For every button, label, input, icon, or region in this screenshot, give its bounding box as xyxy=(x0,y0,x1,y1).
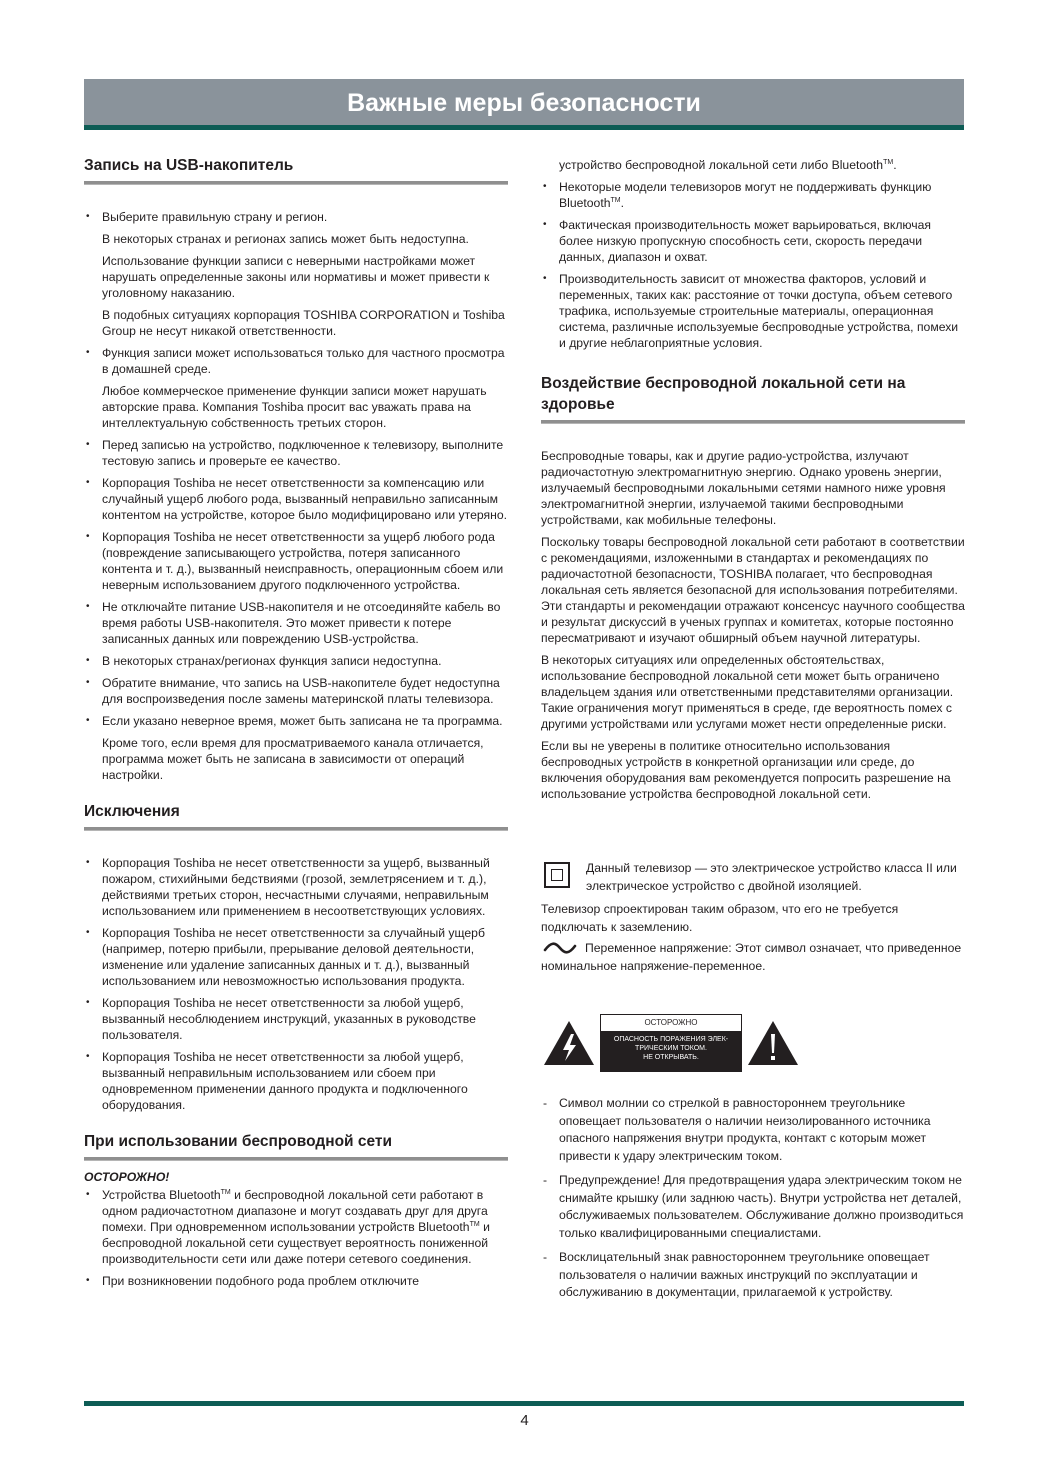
list-item: • Производительность зависит от множества факторов, условий и переменных, таких как: расстояние от точки доступа, объем сетевого трафика, используемые строительные материалы, операционная система, различные используемые беспроводные устройства, помехи и другие неблагоприятные условия. xyxy=(541,271,965,351)
left-column xyxy=(84,155,508,1295)
list-item: - Восклицательный знак равностороннем треугольнике оповещает пользователя о наличии важных инструкций по эксплуатации и обслуживанию в документации, прилагаемой к устройству. xyxy=(541,1249,965,1302)
title-underline xyxy=(84,125,964,130)
wireless-heading: При использовании беспроводной сети xyxy=(84,1133,393,1150)
class-ii-note xyxy=(541,860,965,895)
lightning-warning-icon xyxy=(543,1020,595,1066)
right-column xyxy=(541,157,965,1309)
list-item: • Корпорация Toshiba не несет ответственности за любой ущерб, вызванный неправильным использованием или сбоем при одновременном применении данного продукта и подключенного оборудования. xyxy=(84,1049,508,1113)
usb-recording-heading: Запись на USB-накопитель xyxy=(84,157,294,174)
footer-rule xyxy=(84,1401,964,1406)
health-paragraph: Беспроводные товары, как и другие радио-устройства, излучают радиочастотную электромагнитную энергию. Однако уровень энергии, излучаемый беспроводными локальными сетями намного ниже уровня электромагнитной энергии, излучаемой такими беспроводными устройствами, как мобильные телефоны. xyxy=(541,449,946,527)
section-rule xyxy=(541,420,965,424)
wireless-list xyxy=(84,1187,508,1289)
wlan-health-heading: Воздействие беспроводной локальной сети на здоровье xyxy=(541,375,906,413)
list-item: • Фактическая производительность может варьироваться, включая более низкую пропускную способность сети, скорость передачи данных, диапазон и охват. xyxy=(541,217,965,265)
health-paragraph: Если вы не уверены в политике относительно использования беспроводных устройств в конкретной организации или среде, до включения оборудования вам рекомендуется попросить разрешение на использование устройства беспроводной локальной сети. xyxy=(541,739,951,801)
list-item: • Перед записью на устройство, подключенное к телевизору, выполните тестовую запись и проверьте ее качество. xyxy=(84,437,508,469)
list-item: • Корпорация Toshiba не несет ответственности за любой ущерб, вызванный несоблюдением инструкций, указанных в руководстве пользователя. xyxy=(84,995,508,1043)
list-item: • Корпорация Toshiba не несет ответственности за ущерб любого рода (повреждение записывающего устройства, потеря записанного контента и т. д.), вызванный неисправность, операционным сбоем или неверным использованием другого подключенного устройства. xyxy=(84,529,508,593)
warning-symbols-row xyxy=(543,1013,965,1073)
list-item: • Если указано неверное время, может быть записана не та программа. Кроме того, если время для просматриваемого канала отличается, программа может быть не записана в зависимости от операций настройки. xyxy=(84,713,508,783)
caution-box-body: ОПАСНОСТЬ ПОРАЖЕНИЯ ЭЛЕК- ТРИЧЕСКИМ ТОКОМ. НЕ ОТКРЫВАТЬ. xyxy=(601,1031,741,1071)
list-item: • Функция записи может использоваться только для частного просмотра в домашней среде. Любое коммерческое применение функции записи может нарушать авторские права. Компания Toshiba просит вас уважать права на интеллектуальную собственность третьих сторон. xyxy=(84,345,508,431)
page-number: 4 xyxy=(520,1412,529,1429)
section-rule xyxy=(84,827,508,831)
wireless-caution-label: ОСТОРОЖНО! xyxy=(84,1170,170,1184)
list-item: • Не отключайте питание USB-накопителя и не отсоединяйте кабель во время работы USB-накопителя. Это может привести к потере записанных данных или повреждению USB-устройства. xyxy=(84,599,508,647)
exceptions-heading: Исключения xyxy=(84,803,180,820)
list-item: • Корпорация Toshiba не несет ответственности за компенсацию или случайный ущерб любого рода, вызванный неправильно записанным контентом на устройстве, которое было модифицировано или утеряно. xyxy=(84,475,508,523)
list-item: - Символ молнии со стрелкой в равностороннем треугольнике оповещает пользователя о наличии неизолированного источника опасного напряжения внутри продукта, контакт с которым может привести к удару электрическим током. xyxy=(541,1095,965,1165)
list-item: • Выберите правильную страну и регион. В некоторых странах и регионах запись может быть недоступна. Использование функции записи с неверными настройками может нарушать определенные законы или нормативы и может привести к уголовному наказанию. В подобных ситуациях корпорация TOSHIBA CORPORATION и Toshiba Group не несут никакой ответственности. xyxy=(84,209,508,339)
list-item: • При возникновении подобного рода проблем отключите xyxy=(84,1273,508,1289)
symbol-explanations xyxy=(541,1095,965,1302)
caution-box-title: ОСТОРОЖНО xyxy=(601,1015,741,1031)
double-insulation-icon xyxy=(544,862,570,888)
ac-voltage-note: Переменное напряжение: Этот символ означает, что приведенное номинальное напряжение-переменное. xyxy=(541,941,962,973)
list-item: устройство беспроводной локальной сети либо Bluetooth™. xyxy=(559,158,897,172)
exceptions-list xyxy=(84,855,508,1113)
grounding-note: Телевизор спроектирован таким образом, что его не требуется подключать к заземлению. xyxy=(541,902,899,934)
list-item: • Обратите внимание, что запись на USB-накопителе будет недоступна для воспроизведения после замены материнской платы телевизора. xyxy=(84,675,508,707)
caution-label-box xyxy=(600,1014,742,1072)
section-rule xyxy=(84,1157,508,1161)
list-item: • Некоторые модели телевизоров могут не поддерживать функцию Bluetooth™. xyxy=(541,179,965,211)
list-item: • Корпорация Toshiba не несет ответственности за ущерб, вызванный пожаром, стихийными бедствиями (грозой, землетрясением и т. д.), действиями третьих сторон, несчастными случаями, неправильным использованием или применением в несоответствующих условиях. xyxy=(84,855,508,919)
wireless-list-continued xyxy=(541,157,965,351)
page-title-banner: Важные меры безопасности xyxy=(84,79,964,125)
list-item: • Корпорация Toshiba не несет ответственности за случайный ущерб (например, потерю прибыли, прерывание деловой деятельности, изменение или удаление записанных данных и т. д.), вызванный использованием или невозможностью использования продукта. xyxy=(84,925,508,989)
ac-wave-icon xyxy=(543,942,577,954)
list-item: • Устройства Bluetooth™ и беспроводной локальной сети работают в одном радиочастотном диапазоне и могут создавать друг для друга помехи. При одновременном использовании устройств Bluetooth™ и беспроводной локальной сети существует вероятность пониженной производительности сети или даже потери сетевого соединения. xyxy=(84,1187,508,1267)
usb-list xyxy=(84,209,508,783)
exclamation-warning-icon xyxy=(747,1020,799,1066)
section-rule xyxy=(84,181,508,185)
health-paragraph: В некоторых ситуациях или определенных обстоятельствах, использование беспроводной локальной сети может быть ограничено владельцем здания или ответственными представителями организации. Такие ограничения могут применяться в среде, где вероятность помех с другими устройствами или услугами может нести определенные риски. xyxy=(541,653,954,731)
health-paragraph: Поскольку товары беспроводной локальной сети работают в соответствии с рекомендациями, изложенными в стандартах и рекомендациях по радиочастотной безопасности, TOSHIBA полагает, что беспроводная локальная сеть является безопасной для использования потребителями. Эти стандарты и рекомендации отражают консенсус научного сообщества и результат дискуссий в ученых группах и комитетах, которые постоянно пересматривают и изучают обширный объем научной литературы. xyxy=(541,535,965,645)
list-item: - Предупреждение! Для предотвращения удара электрическим током не снимайте крышку (или заднюю часть). Внутри устройства нет деталей, обслуживаемых пользователем. Обслуживание должно производиться только квалифицированными специалистами. xyxy=(541,1172,965,1242)
class-ii-text: Данный телевизор — это электрическое устройство класса II или электрическое устройство с двойной изоляцией. xyxy=(586,861,957,893)
list-item: • В некоторых странах/регионах функция записи недоступна. xyxy=(84,653,508,669)
